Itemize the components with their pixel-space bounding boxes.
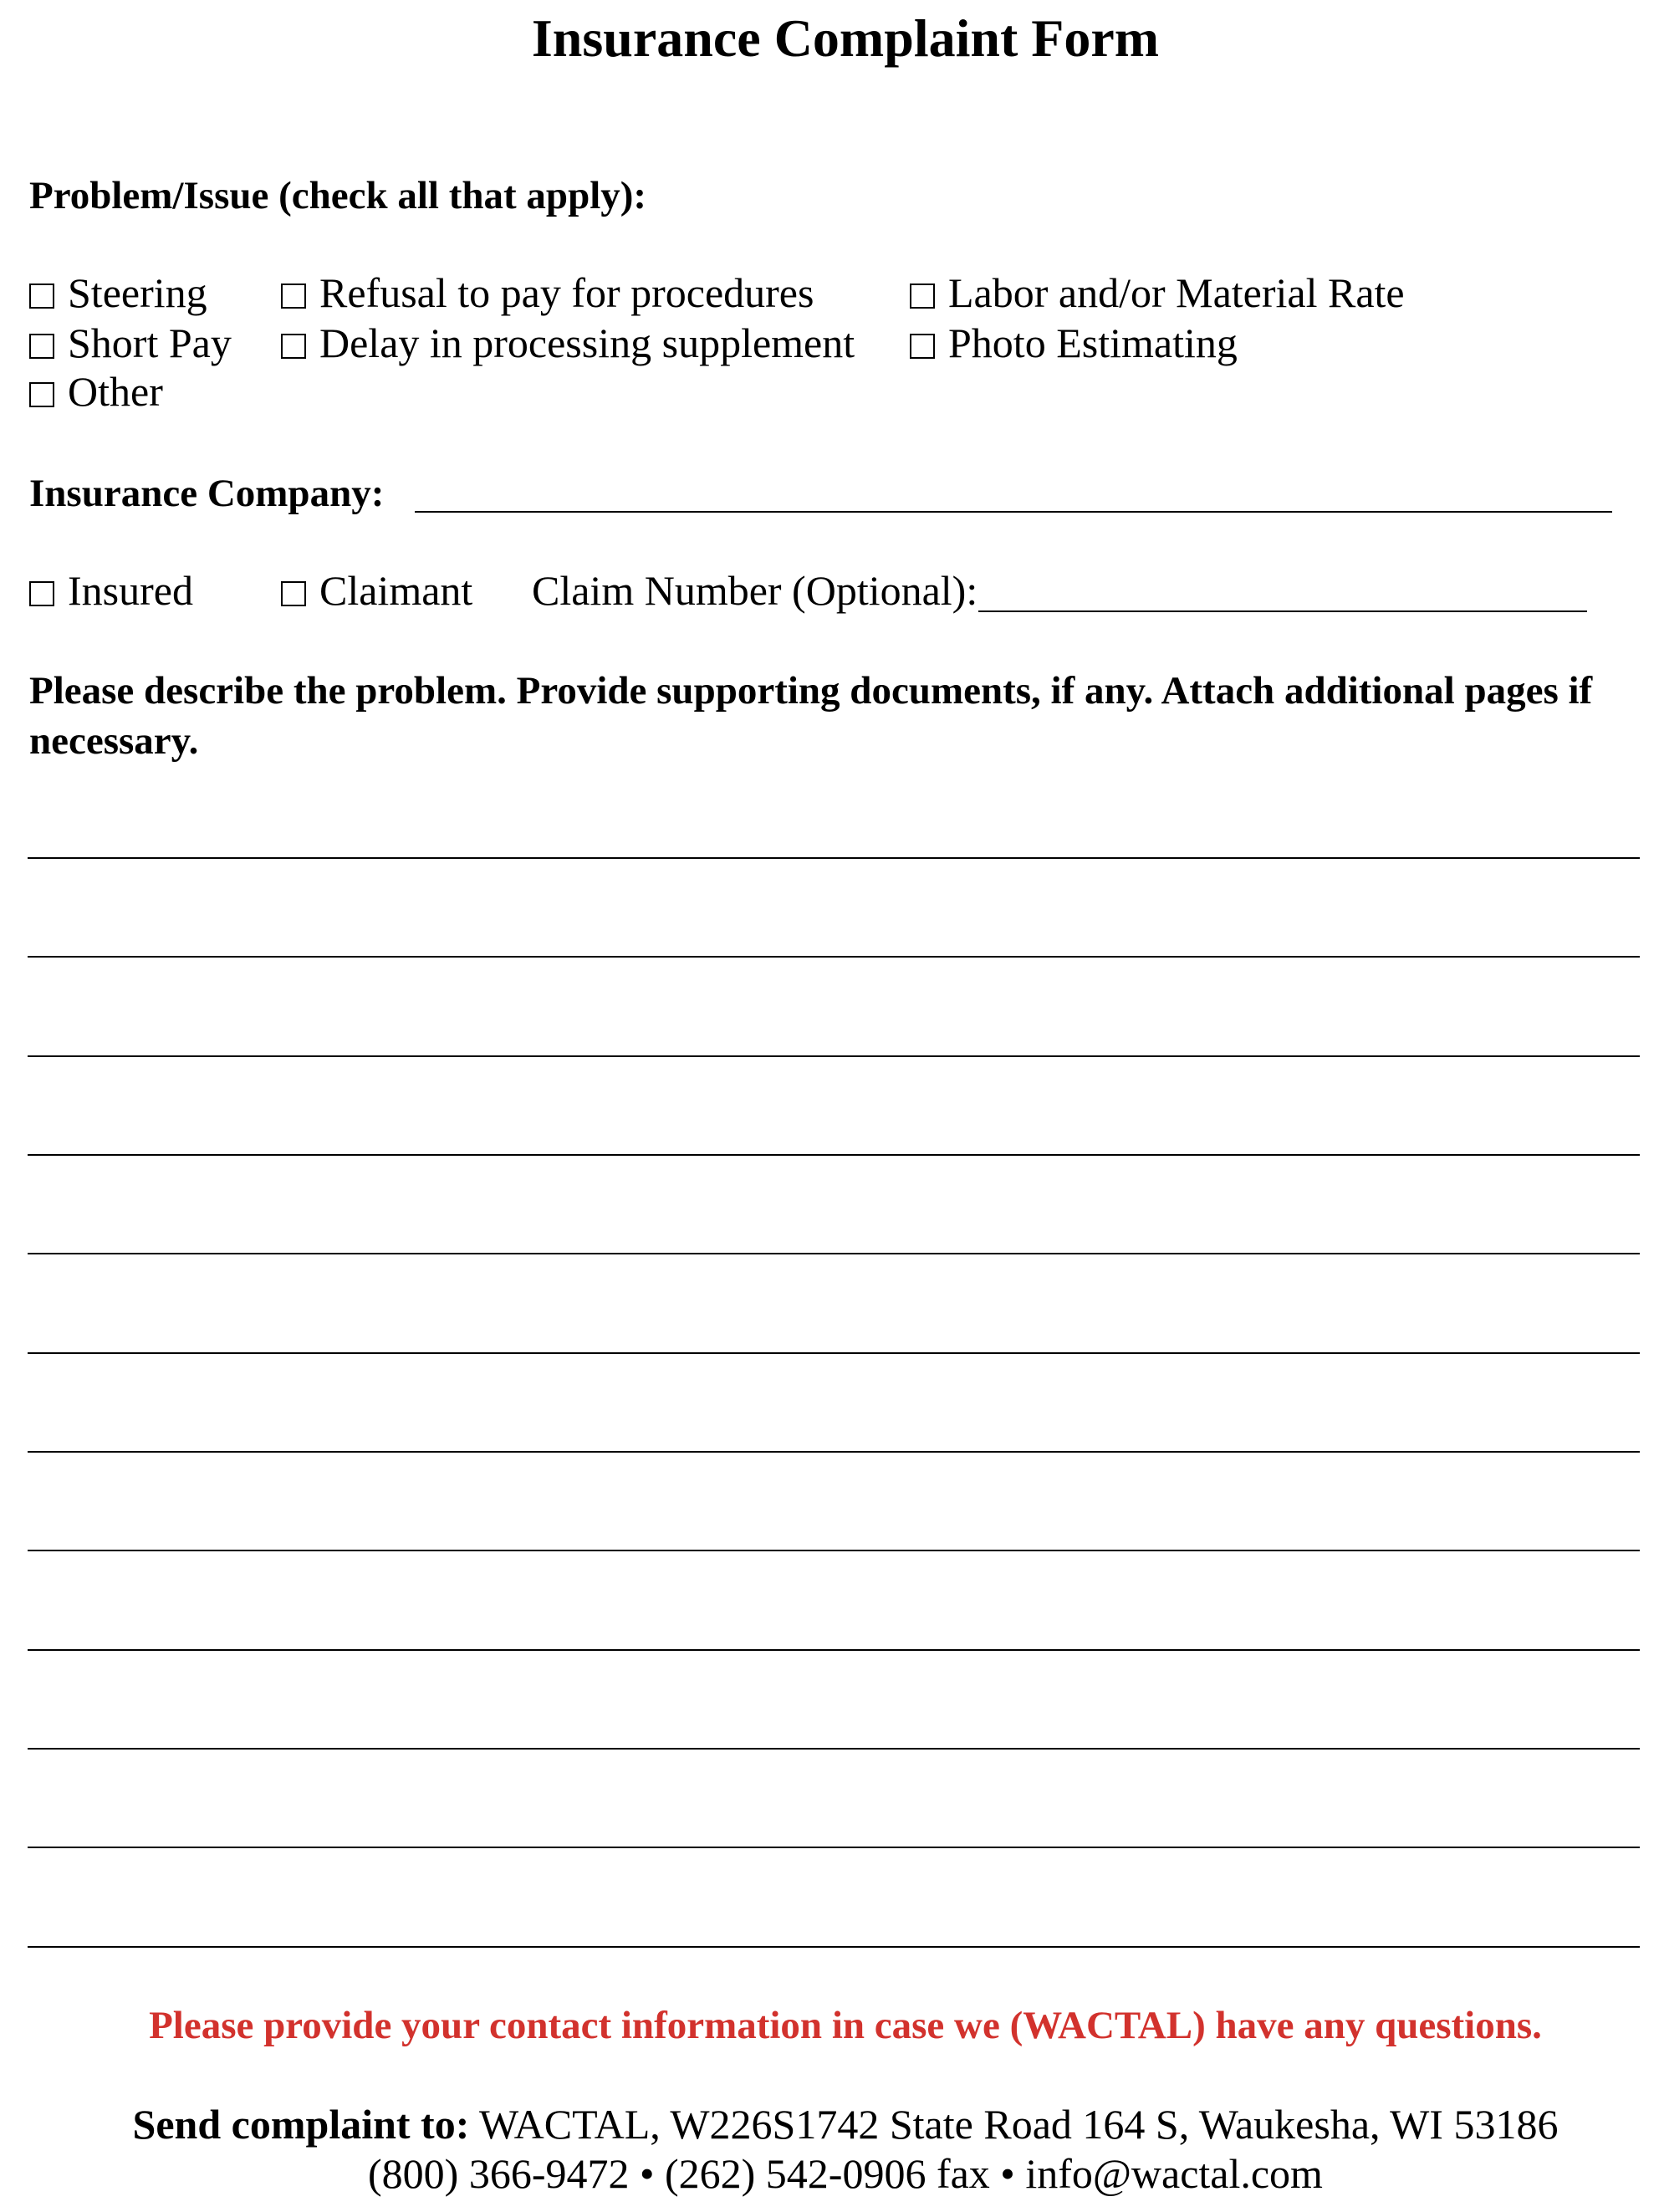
- fax-number: (262) 542-0906 fax: [665, 2150, 990, 2197]
- insurance-company-field[interactable]: [415, 478, 1612, 513]
- description-line[interactable]: [28, 1253, 1640, 1254]
- option-claimant[interactable]: [281, 565, 472, 616]
- refusal-to-pay-checkbox[interactable]: [281, 284, 306, 309]
- email-address: info@wactal.com: [1025, 2150, 1323, 2197]
- description-line[interactable]: [28, 1550, 1640, 1551]
- short-pay-checkbox[interactable]: [29, 334, 54, 359]
- steering-label: Steering: [68, 269, 207, 316]
- option-insured[interactable]: [29, 565, 193, 616]
- option-other[interactable]: [29, 366, 163, 416]
- insurance-company-label: Insurance Company:: [29, 472, 385, 515]
- option-delay-supplement[interactable]: [281, 318, 855, 368]
- claim-number-label: Claim Number (Optional):: [532, 567, 978, 614]
- insurance-company-row: [29, 468, 384, 519]
- description-line[interactable]: [28, 1451, 1640, 1453]
- description-line[interactable]: [28, 1352, 1640, 1354]
- labor-material-rate-checkbox[interactable]: [910, 284, 935, 309]
- bullet-separator: •: [1000, 2150, 1015, 2197]
- description-line[interactable]: [28, 1847, 1640, 1848]
- photo-estimating-checkbox[interactable]: [910, 334, 935, 359]
- bullet-separator: •: [639, 2150, 655, 2197]
- delay-supplement-checkbox[interactable]: [281, 334, 306, 359]
- form-title: Insurance Complaint Form: [531, 8, 1160, 68]
- send-complaint-label: Send complaint to:: [132, 2101, 470, 2148]
- claimant-checkbox[interactable]: [281, 581, 306, 606]
- description-line[interactable]: [28, 1946, 1640, 1948]
- description-line[interactable]: [28, 1055, 1640, 1057]
- contact-line: [0, 2148, 1659, 2199]
- phone-number: (800) 366-9472: [368, 2150, 630, 2197]
- description-line[interactable]: [28, 1154, 1640, 1156]
- option-labor-material-rate[interactable]: [910, 268, 1405, 318]
- delay-supplement-label: Delay in processing supplement: [319, 319, 855, 366]
- labor-material-rate-label: Labor and/or Material Rate: [948, 269, 1405, 316]
- description-prompt: Please describe the problem. Provide supporting documents, if any. Attach additional pages if necessary.: [29, 669, 1593, 763]
- description-line[interactable]: [28, 1649, 1640, 1651]
- steering-checkbox[interactable]: [29, 284, 54, 309]
- other-checkbox[interactable]: [29, 382, 54, 407]
- photo-estimating-label: Photo Estimating: [948, 319, 1238, 366]
- mailing-address: WACTAL, W226S1742 State Road 164 S, Waukesha, WI 53186: [478, 2101, 1559, 2148]
- description-line[interactable]: [28, 1748, 1640, 1750]
- description-line[interactable]: [28, 857, 1640, 859]
- problem-issue-heading: Problem/Issue (check all that apply):: [29, 174, 647, 217]
- claimant-label: Claimant: [319, 567, 473, 614]
- insured-label: Insured: [68, 567, 193, 614]
- refusal-to-pay-label: Refusal to pay for procedures: [319, 269, 814, 316]
- insured-checkbox[interactable]: [29, 581, 54, 606]
- short-pay-label: Short Pay: [68, 319, 232, 366]
- option-photo-estimating[interactable]: [910, 318, 1238, 368]
- description-line[interactable]: [28, 956, 1640, 958]
- send-complaint-line: [0, 2099, 1659, 2149]
- other-label: Other: [68, 368, 163, 415]
- option-steering[interactable]: [29, 268, 207, 318]
- option-refusal-to-pay[interactable]: [281, 268, 814, 318]
- contact-notice: Please provide your contact information in case we (WACTAL) have any questions.: [149, 2004, 1542, 2047]
- option-short-pay[interactable]: [29, 318, 232, 368]
- claim-number-field[interactable]: [978, 577, 1587, 612]
